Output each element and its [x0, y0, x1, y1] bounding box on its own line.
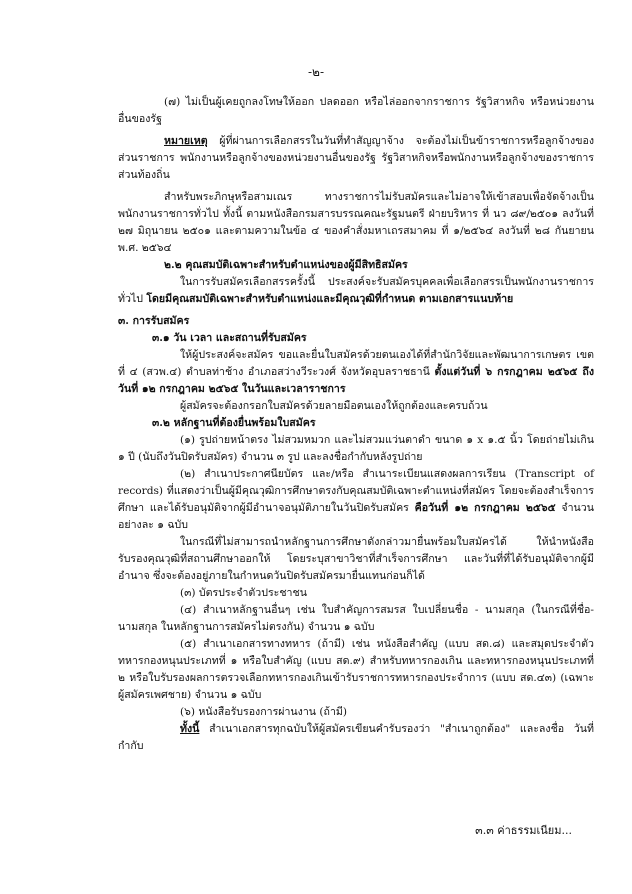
paragraph: หมายเหตุ ผู้ที่ผ่านการเลือกสรรในวันที่ทำสัญญาจ้าง จะต้องไม่เป็นข้าราชการหรือลูกจ้างของส่วนราชการ พนักงานหรือลูกจ้างของหน่วยงานอื่นของรัฐ รัฐวิสาหกิจหรือพนักงานหรือลูกจ้างของราชการส่วนท้องถิ่น	[118, 135, 594, 181]
paragraph: (๑) รูปถ่ายหน้าตรง ไม่สวมหมวก และไม่สวมแว่นตาดำ ขนาด ๑ x ๑.๕ นิ้ว โดยถ่ายไม่เกิน ๑ ปี (นับถึงวันปิดรับสมัคร) จำนวน ๓ รูป และลงชื่อกำกับหลังรูปถ่าย	[118, 434, 594, 463]
paragraph: (๒) สำเนาประกาศนียบัตร และ/หรือ สำเนาระเบียนแสดงผลการเรียน (Transcript of records) ที่แสดงว่าเป็นผู้มีคุณวุฒิการศึกษาตรงกับคุณสมบัติเฉพาะตำแหน่งที่สมัคร โดยจะต้องสำเร็จการศึกษา และได้รับอนุมัติจากผู้มีอำนาจอนุมัติภายในวันปิดรับสมัคร คือวันที่ ๑๒ กรกฎาคม ๒๕๖๕ จำนวนอย่างละ ๑ ฉบับ	[118, 468, 594, 531]
paragraph: ๓. การรับสมัคร	[118, 315, 190, 327]
continuation-text: ๓.๓ ค่าธรรมเนียม...	[475, 824, 572, 837]
page-number: -๒-	[307, 65, 325, 79]
paragraph: (๖) หนังสือรับรองการผ่านงาน (ถ้ามี)	[180, 706, 348, 718]
paragraph: (๕) สำเนาเอกสารทางทหาร (ถ้ามี) เช่น หนังสือสำคัญ (แบบ สด.๘) และสมุดประจำตัวทหารกองหนุนประเภทที่ ๑ หรือใบสำคัญ (แบบ สด.๙) สำหรับทหารกองเกิน และทหารกองหนุนประเภทที่ ๒ หรือใบรับรองผลการตรวจเลือกทหารกองเกินเข้ารับราชการทหารกองประจำการ (แบบ สด.๔๓) (เฉพาะผู้สมัครเพศชาย) จำนวน ๑ ฉบับ	[118, 638, 594, 701]
paragraph: (๔) สำเนาหลักฐานอื่นๆ เช่น ใบสำคัญการสมรส ใบเปลี่ยนชื่อ - นามสกุล (ในกรณีที่ชื่อ- นามสกุล ในหลักฐานการสมัครไม่ตรงกัน) จำนวน ๑ ฉบับ	[118, 604, 594, 633]
paragraph: ให้ผู้ประสงค์จะสมัคร ขอและยื่นใบสมัครด้วยตนเองได้ที่สำนักวิจัยและพัฒนาการเกษตร เขตที่ ๔ (สวพ.๔) ตำบลท่าช้าง อำเภอสว่างวีระวงศ์ จังหวัดอุบลราชธานี ตั้งแต่วันที่ ๖ กรกฎาคม ๒๕๖๕ ถึงวันที่ ๑๒ กรกฎาคม ๒๕๖๕ ในวันและเวลาราชการ	[118, 349, 594, 395]
paragraph: ๓.๒ หลักฐานที่ต้องยื่นพร้อมใบสมัคร	[152, 417, 316, 429]
paragraph: (๓) บัตรประจำตัวประชาชน	[180, 587, 307, 599]
paragraph: ทั้งนี้ สำเนาเอกสารทุกฉบับให้ผู้สมัครเขียนคำรับรองว่า "สำเนาถูกต้อง" และลงชื่อ วันที่ กำกับ	[118, 723, 594, 752]
paragraph: สำหรับพระภิกษุหรือสามเณร ทางราชการไม่รับสมัครและไม่อาจให้เข้าสอบเพื่อจัดจ้างเป็นพนักงานราชการทั่วไป ทั้งนี้ ตามหนังสือกรมสารบรรณคณะรัฐมนตรี ฝ่ายบริหาร ที่ นว ๘๙/๒๕๐๑ ลงวันที่ ๒๗ มิถุนายน ๒๕๐๑ และตามความในข้อ ๔ ของคำสั่งมหาเถรสมาคม ที่ ๑/๒๕๖๔ ลงวันที่ ๒๘ กันยายน พ.ศ. ๒๕๖๔	[118, 191, 594, 254]
paragraph: ๒.๒ คุณสมบัติเฉพาะสำหรับตำแหน่งของผู้มีสิทธิสมัคร	[164, 259, 408, 271]
paragraph: ในกรณีที่ไม่สามารถนำหลักฐานการศึกษาดังกล่าวมายื่นพร้อมใบสมัครได้ ให้นำหนังสือรับรองคุณวุฒิที่สถานศึกษาออกให้ โดยระบุสาขาวิชาที่สำเร็จการศึกษา และวันที่ที่ได้รับอนุมัติจากผู้มีอำนาจ ซึ่งจะต้องอยู่ภายในกำหนดวันปิดรับสมัครมายื่นแทนก่อนก็ได้	[118, 536, 594, 582]
paragraph: ๓.๑ วัน เวลา และสถานที่รับสมัคร	[152, 332, 307, 344]
paragraph: ในการรับสมัครเลือกสรรครั้งนี้ ประสงค์จะรับสมัครบุคคลเพื่อเลือกสรรเป็นพนักงานราชการทั่วไป โดยมีคุณสมบัติเฉพาะสำหรับตำแหน่งและมีคุณวุฒิที่กำหนด ตามเอกสารแนบท้าย	[118, 276, 594, 305]
document-body	[118, 94, 594, 755]
paragraph: ผู้สมัครจะต้องกรอกใบสมัครด้วยลายมือตนเองให้ถูกต้องและครบถ้วน	[180, 400, 488, 412]
paragraph: (๗) ไม่เป็นผู้เคยถูกลงโทษให้ออก ปลดออก หรือไล่ออกจากราชการ รัฐวิสาหกิจ หรือหน่วยงานอื่นของรัฐ	[118, 96, 594, 125]
